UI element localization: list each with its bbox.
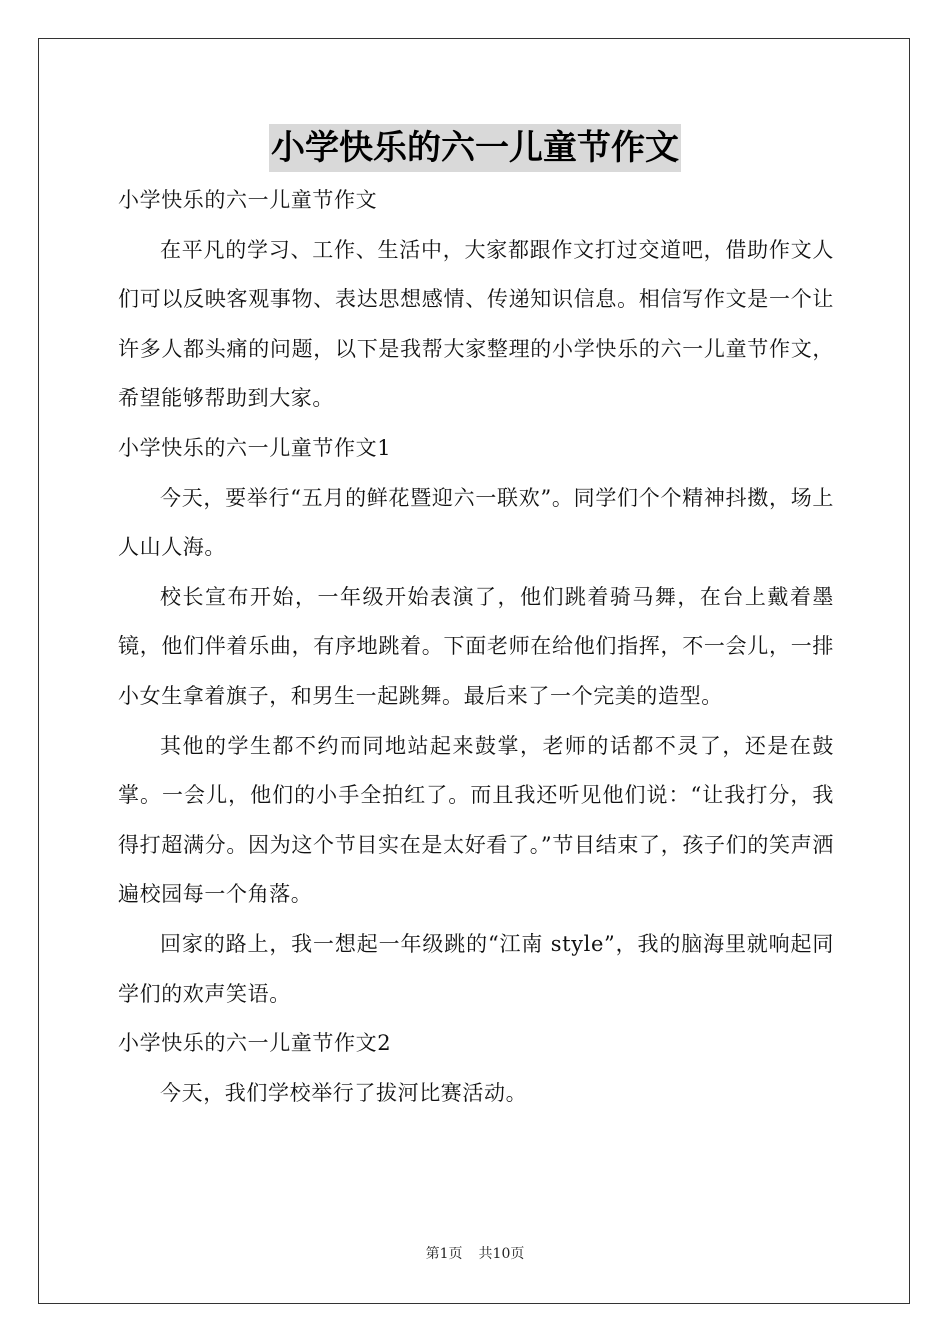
body-paragraph: 校长宣布开始，一年级开始表演了，他们跳着骑马舞，在台上戴着墨镜，他们伴着乐曲，有序地跳着。下面老师在给他们指挥，不一会儿，一排小女生拿着旗子，和男生一起跳舞。最后来了一个完美的造型。: [118, 584, 834, 708]
body-paragraph: 在平凡的学习、工作、生活中，大家都跟作文打过交道吧，借助作文人们可以反映客观事物、表达思想感情、传递知识信息。相信写作文是一个让许多人都头痛的问题，以下是我帮大家整理的小学快乐的六一儿童节作文，希望能够帮助到大家。: [118, 237, 834, 411]
page-number-total: 共10页: [478, 1246, 525, 1262]
title-wrap: [0, 124, 950, 172]
page-number-current: 第1页: [425, 1246, 463, 1262]
body-paragraph: 回家的路上，我一想起一年级跳的“江南 style”，我的脑海里就响起同学们的欢声笑语。: [118, 931, 834, 1006]
document-title: 小学快乐的六一儿童节作文: [269, 124, 681, 172]
page-footer: [0, 1244, 950, 1264]
section-heading: 小学快乐的六一儿童节作文: [118, 188, 378, 212]
document-body: [118, 176, 834, 1118]
body-paragraph: 今天，我们学校举行了拔河比赛活动。: [160, 1080, 528, 1105]
body-paragraph: 今天，要举行“五月的鲜花暨迎六一联欢”。同学们个个精神抖擞，场上人山人海。: [118, 485, 834, 560]
section-heading: 小学快乐的六一儿童节作文1: [118, 435, 392, 460]
section-heading: 小学快乐的六一儿童节作文2: [118, 1031, 392, 1056]
body-paragraph: 其他的学生都不约而同地站起来鼓掌，老师的话都不灵了，还是在鼓掌。一会儿，他们的小手全拍红了。而且我还听见他们说：“让我打分，我得打超满分。因为这个节目实在是太好看了。”节目结束了，孩子们的笑声洒遍校园每一个角落。: [118, 733, 834, 907]
